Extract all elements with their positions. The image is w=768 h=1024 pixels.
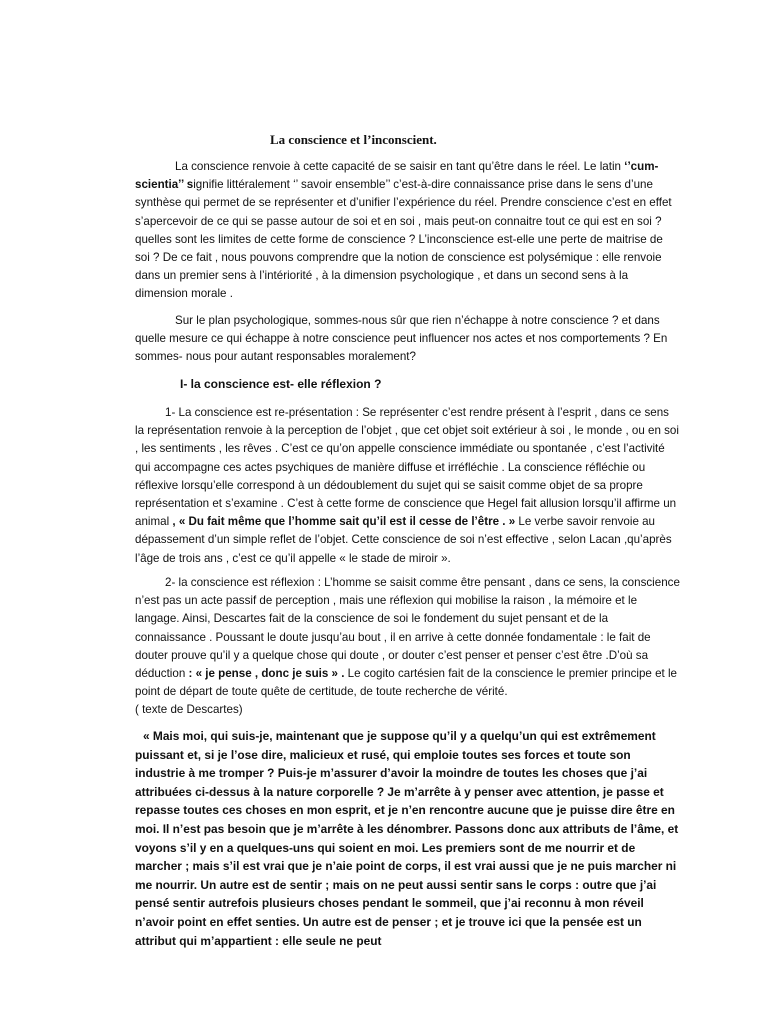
problem-paragraph [135,312,680,367]
p2-text-1: 2- la conscience est réflexion : L’homme se saisit comme être pensant , dans ce sens, la conscience n’est pas un acte passif de perception , mais une réflexion qui mobilise la raison , la mémoire et le langage. Ainsi, Descartes fait de la conscience de soi le fondement du sujet pensant et de la connaissance . Poussant le doute jusqu’au bout , il en arrive à cette donnée fondamentale : le fait de douter prouve qu’il y a quelque chose qui doute , or douter c’est penser et penser c’est être .D’où sa déduction [135,576,680,681]
descartes-quote-body: « Mais moi, qui suis-je, maintenant que je suppose qu’il y a quelqu’un qui est extrêmement puissant et, si je l’ose dire, malicieux et rusé, qui emploie toutes ses forces et toute son industrie à me tromper ? Puis-je m’assurer d’avoir la moindre de toutes les choses que j’ai attribuées ci-dessus à la nature corporelle ? Je m’arrête à y penser avec attention, je passe et repasse toutes ces choses en mon esprit, et je n’en rencontre aucune que je puisse dire être en moi. Il n’est pas besoin que je m’arrête à les dénombrer. Passons donc aux attributs de l’âme, et voyons s’il y en a quelques-uns qui soient en moi. Les premiers sont de me nourrir et de marcher ; mais s’il est vrai que je n’aie point de corps, il est vrai aussi que je ne puis marcher ni me nourrir. Un autre est de sentir ; mais on ne peut aussi sentir sans le corps : outre que j’ai pensé sentir autrefois plusieurs choses pendant le sommeil, que j’ai reconnu à mon réveil n’avoir point en effet senties. Un autre est de penser ; et je trouve ici que la pensée est un attribut qui m’appartient : elle seule ne peut [135,729,679,948]
p2-text-2: Le cogito cartésien fait de la conscience le premier principe et le point de départ de toute quête de certitude, de toute recherche de vérité. [135,667,677,699]
descartes-quote-block [135,727,680,950]
p1-text-1: 1- La conscience est re-présentation : Se représenter c’est rendre présent à l’esprit , dans ce sens la représentation renvoie à la perception de l’objet , que cet objet soit extérieur à soi , le monde , ou en soi , les sentiments , les rêves . C’est ce qu’on appelle conscience immédiate ou spontanée , c’est l’activité qui accompagne ces actes psychiques de manière diffuse et irréfléchie . La conscience réfléchie ou réflexive lorsqu’elle correspond à un dédoublement du sujet qui se saisit comme objet de sa propre représentation et s’examine . C’est à cette forme de conscience que Hegel fait allusion lorsqu’il affirme un animal [135,406,679,529]
intro-latin-term: ‘’cum-scientia’’ s [135,160,659,192]
cogito-quote: : « je pense , donc je suis » . [188,667,345,681]
text-reference: ( texte de Descartes) [135,703,243,717]
hegel-quote: , « Du fait même que l’homme sait qu’il est il cesse de l’être . » [172,515,516,529]
paragraph-representation [135,404,680,568]
problem-text: Sur le plan psychologique, sommes-nous sûr que rien n’échappe à notre conscience ? et dans quelle mesure ce qui échappe à notre conscience peut influencer nos actes et nos comportements ? En sommes- nous pour autant responsables moralement? [135,314,668,364]
document-title: La conscience et l’inconscient. [270,132,437,147]
intro-paragraph [135,158,680,304]
paragraph-reflexion [135,574,680,720]
section-heading-1: I- la conscience est- elle réflexion ? [180,377,382,391]
intro-text-1: La conscience renvoie à cette capacité de se saisir en tant qu’être dans le réel. Le latin [175,160,625,173]
p1-text-2: Le verbe savoir renvoie au dépassement d’un simple reflet de l’objet. Cette conscience de soi n’est effective , selon Lacan ,qu’après l’âge de trois ans , c’est ce qu’il appelle « le stade de miroir ». [135,515,672,565]
descartes-quote-text [135,727,680,950]
intro-text-2: ignifie littéralement ‘’ savoir ensemble’’ c’est-à-dire connaissance prise dans le sens d’une synthèse qui permet de se représenter et d’unifier l’expérience du réel. Prendre conscience c’est en effet s’apercevoir de ce qui se passe autour de soi et en soi , mais peut-on connaitre tout ce qui est en soi ?quelles sont les limites de cette forme de conscience ? L’inconscience est-elle une perte de maitrise de soi ? De ce fait , nous pouvons comprendre que la notion de conscience est polysémique : elle renvoie dans un premier sens à l’intériorité , à la dimension psychologique , et dans un second sens à la dimension morale . [135,178,672,301]
